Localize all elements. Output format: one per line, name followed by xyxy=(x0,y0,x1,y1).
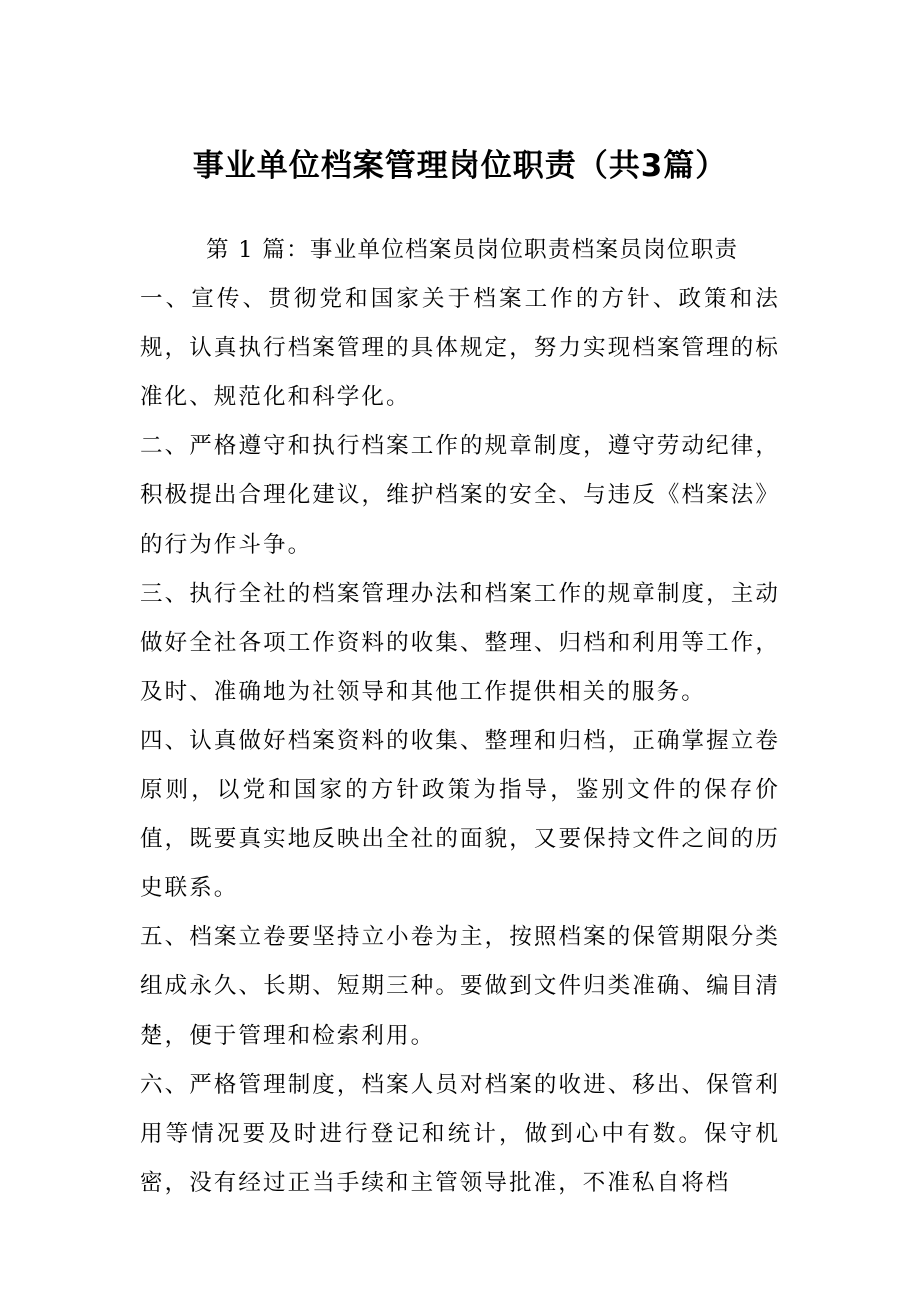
document-body xyxy=(140,226,780,1208)
paragraph-6: 六、严格管理制度，档案人员对档案的收进、移出、保管利用等情况要及时进行登记和统计，做到心中有数。保守机密，没有经过正当手续和主管领导批准，不准私自将档 xyxy=(140,1071,780,1196)
paragraph-1: 一、宣传、贯彻党和国家关于档案工作的方针、政策和法规，认真执行档案管理的具体规定，努力实现档案管理的标准化、规范化和科学化。 xyxy=(140,286,780,411)
paragraph-2: 二、严格遵守和执行档案工作的规章制度，遵守劳动纪律，积极提出合理化建议，维护档案的安全、与违反《档案法》的行为作斗争。 xyxy=(140,433,780,558)
document-title: 事业单位档案管理岗位职责（共3篇） xyxy=(192,148,728,184)
section-subtitle: 第 1 篇：事业单位档案员岗位职责档案员岗位职责 xyxy=(206,237,739,263)
paragraph-4: 四、认真做好档案资料的收集、整理和归档，正确掌握立卷原则，以党和国家的方针政策为指导，鉴别文件的保存价值，既要真实地反映出全社的面貌，又要保持文件之间的历史联系。 xyxy=(140,727,780,902)
paragraph-5: 五、档案立卷要坚持立小卷为主，按照档案的保管期限分类组成永久、长期、短期三种。要做到文件归类准确、编目清楚，便于管理和检索利用。 xyxy=(140,924,780,1049)
paragraph-3: 三、执行全社的档案管理办法和档案工作的规章制度，主动做好全社各项工作资料的收集、整理、归档和利用等工作，及时、准确地为社领导和其他工作提供相关的服务。 xyxy=(140,580,780,705)
